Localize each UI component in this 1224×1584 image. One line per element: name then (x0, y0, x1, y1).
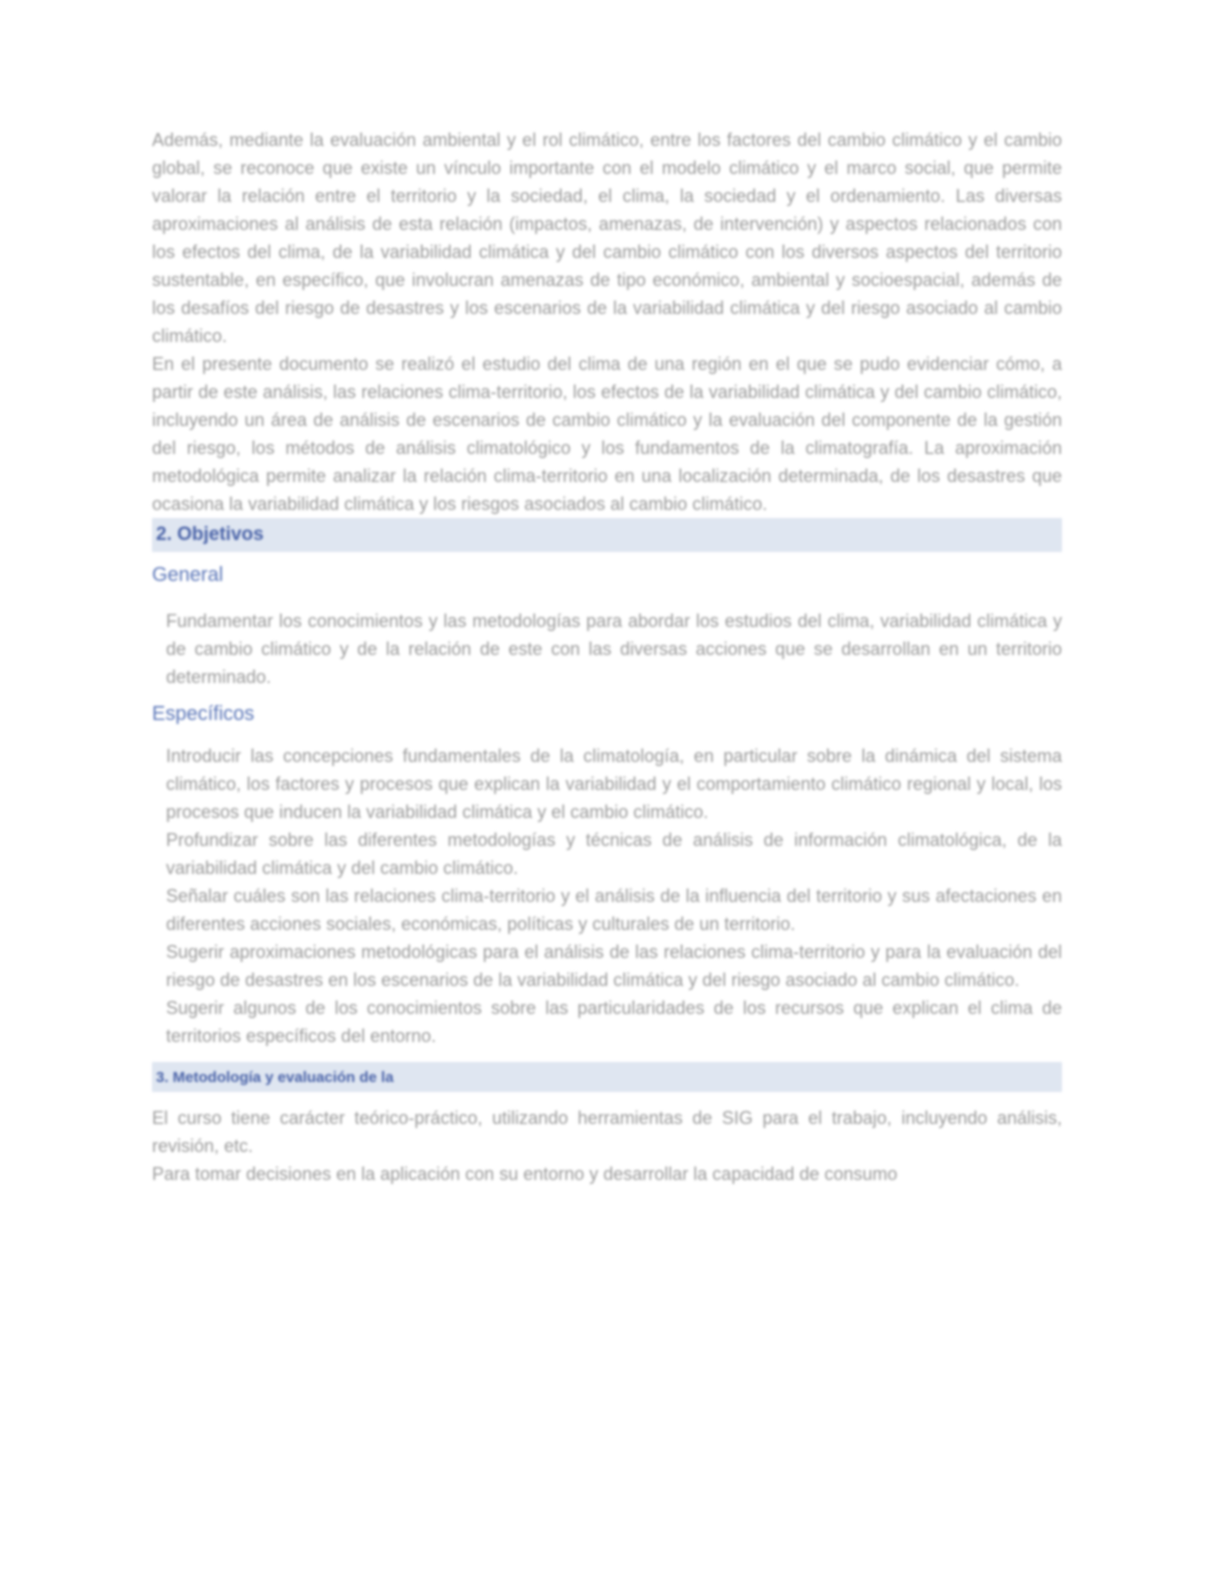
specific-objective-item: Sugerir aproximaciones metodológicas para el análisis de las relaciones clima-territorio y para la evaluación del riesgo de desastres en los escenarios de la variabilidad climática y del riesgo asociado al cambio climático. (166, 942, 1062, 990)
intro-paragraph-1: Además, mediante la evaluación ambiental y el rol climático, entre los factores del cambio climático y el cambio global, se reconoce que existe un vínculo importante con el modelo climático y el marco social, que permite valorar la relación entre el territorio y la sociedad, el clima, la sociedad y el ordenamiento. Las diversas aproximaciones al análisis de esta relación (impactos, amenazas, de intervención) y aspectos relacionados con los efectos del clima, de la variabilidad climática y del cambio climático con los diversos aspectos del territorio sustentable, en específico, que involucran amenazas de tipo económico, ambiental y socioespacial, además de los desafíos del riesgo de desastres y los escenarios de la variabilidad climática y del riesgo asociado al cambio climático. (152, 130, 1062, 346)
specific-subheading: Específicos (152, 703, 255, 725)
closing-paragraph-1: El curso tiene carácter teórico-práctico, utilizando herramientas de SIG para el trabajo, incluyendo análisis, revisión, etc. (152, 1108, 1062, 1156)
specific-objective-item: Señalar cuáles son las relaciones clima-territorio y el análisis de la influencia del territorio y sus afectaciones en diferentes acciones sociales, económicas, políticas y culturales de un territorio. (166, 886, 1062, 934)
specific-objective-item: Profundizar sobre las diferentes metodologías y técnicas de análisis de información climatológica, de la variabilidad climática y del cambio climático. (166, 830, 1062, 878)
methodology-heading: 3. Metodología y evaluación de la (152, 1062, 1062, 1092)
specific-objective-item: Introducir las concepciones fundamentales de la climatología, en particular sobre la dinámica del sistema climático, los factores y procesos que explican la variabilidad y el comportamiento climático regional y local, los procesos que inducen la variabilidad climática y el cambio climático. (166, 746, 1062, 822)
specific-objective-item: Sugerir algunos de los conocimientos sobre las particularidades de los recursos que explican el clima de territorios específicos del entorno. (166, 998, 1062, 1046)
closing-paragraph-2: Para tomar decisiones en la aplicación con su entorno y desarrollar la capacidad de consumo (152, 1164, 898, 1184)
objectives-heading: 2. Objetivos (152, 518, 1062, 552)
general-objective-text: Fundamentar los conocimientos y las metodologías para abordar los estudios del clima, variabilidad climática y de cambio climático y de la relación de este con las diversas acciones que se desarrollan en un territorio determinado. (166, 611, 1062, 687)
general-subheading: General (152, 564, 224, 586)
specific-objectives-list (152, 742, 1062, 1050)
intro-paragraph-2: En el presente documento se realizó el estudio del clima de una región en el que se pudo evidenciar cómo, a partir de este análisis, las relaciones clima-territorio, los efectos de la variabilidad climática y del cambio climático, incluyendo un área de análisis de escenarios de cambio climático y la evaluación del componente de la gestión del riesgo, los métodos de análisis climatológico y los fundamentos de la climatografía. La aproximación metodológica permite analizar la relación clima-territorio en una localización determinada, de los desastres que ocasiona la variabilidad climática y los riesgos asociados al cambio climático. (152, 354, 1062, 514)
